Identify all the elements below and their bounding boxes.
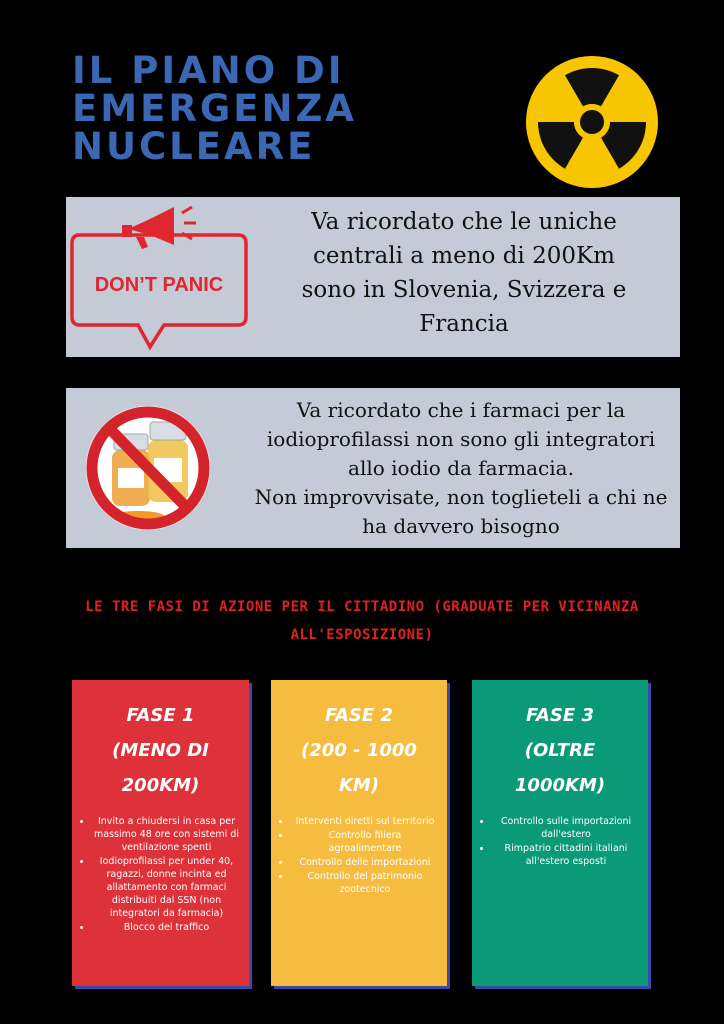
distance-note	[254, 205, 674, 341]
text-line: Va ricordato che i farmaci per la	[296, 398, 626, 422]
list-item: • Rimpatrio cittadini italiani all'estero esposti	[492, 842, 640, 868]
phase-title-line: (OLTRE	[524, 740, 596, 761]
dont-panic-text: DON’T PANIC	[94, 274, 224, 296]
phase-card-2	[271, 680, 447, 986]
title-line: NUCLEARE	[72, 125, 316, 168]
dont-panic-badge	[66, 197, 256, 357]
phase-title-line: FASE 1	[126, 705, 195, 726]
phase-title-line: KM)	[338, 775, 380, 796]
phase-title-line: (200 - 1000	[301, 740, 417, 761]
radiation-icon	[524, 54, 660, 190]
list-item: • Blocco del traffico	[92, 921, 241, 934]
phase-actions-list	[271, 815, 447, 896]
title-line: IL PIANO DI	[72, 49, 345, 92]
phase-title	[271, 680, 447, 803]
list-item: • Interventi diretti sul territorio	[291, 815, 439, 828]
text-line: iodioprofilassi non sono gli integratori	[266, 427, 656, 451]
phase-title-line: 1000KM)	[514, 775, 606, 796]
no-pills-icon	[78, 388, 228, 548]
heading-line: ALL'ESPOSIZIONE)	[290, 627, 434, 643]
megaphone-icon	[122, 207, 196, 249]
list-item: • Controllo del patrimonio zootecnico	[291, 870, 439, 896]
phase-actions-list	[72, 815, 249, 934]
text-line: centrali a meno di 200Km	[313, 243, 615, 269]
list-item: • Iodioprofilassi per under 40, ragazzi, donne incinta ed allattamento con farmaci distribuiti dal SSN (non integratori da farmacia)	[92, 855, 241, 920]
phase-title	[72, 680, 249, 803]
pills-note	[246, 396, 676, 541]
text-line: Non improvvisate, non toglieteli a chi ne	[254, 485, 668, 509]
phase-card-3	[472, 680, 648, 986]
list-item: • Controllo sulle importazioni dall'estero	[492, 815, 640, 841]
phase-title	[472, 680, 648, 803]
phases-heading	[30, 593, 694, 649]
phase-title-line: 200KM)	[121, 775, 200, 796]
list-item: • Invito a chiudersi in casa per massimo 48 ore con sistemi di ventilazione spenti	[92, 815, 241, 854]
text-line: sono in Slovenia, Svizzera e Francia	[301, 277, 627, 337]
title-line: EMERGENZA	[72, 87, 357, 130]
phase-title-line: FASE 3	[526, 705, 594, 726]
heading-line: LE TRE FASI DI AZIONE PER IL CITTADINO (GRADUATE PER VICINANZA	[85, 599, 639, 615]
phase-actions-list	[472, 815, 648, 868]
info-box-pills	[66, 388, 680, 548]
text-line: ha davvero bisogno	[362, 514, 560, 538]
phase-title-line: (MENO DI	[112, 740, 209, 761]
text-line: allo iodio da farmacia.	[348, 456, 574, 480]
list-item: • Controllo delle importazioni	[291, 856, 439, 869]
phase-title-line: FASE 2	[325, 705, 393, 726]
info-box-distance	[66, 197, 680, 357]
page-title	[72, 49, 472, 168]
text-line: Va ricordato che le uniche	[311, 209, 617, 235]
phase-card-1	[72, 680, 249, 986]
list-item: • Controllo filiera agroalimentare	[291, 829, 439, 855]
